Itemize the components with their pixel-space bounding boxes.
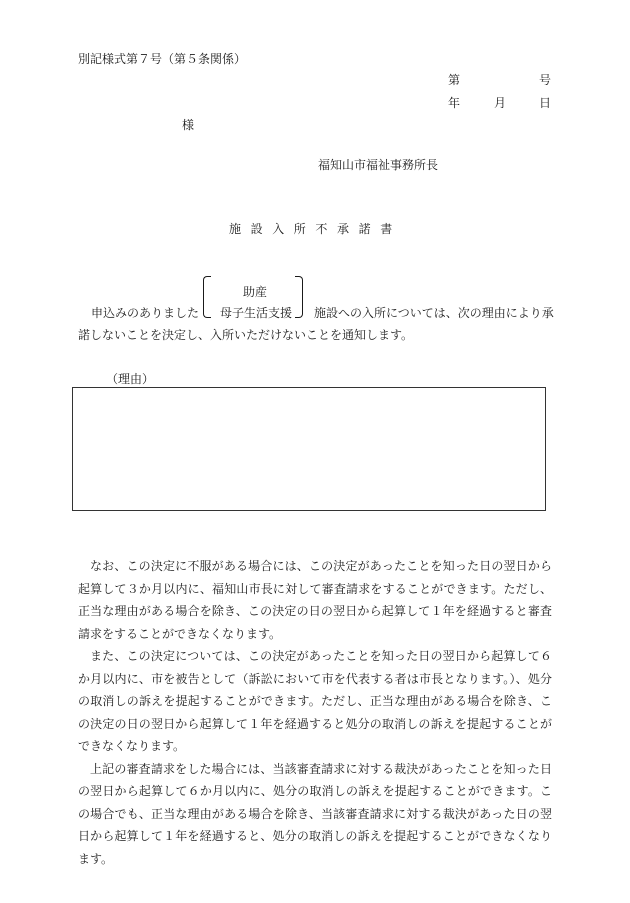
notice-paragraph: なお、この決定に不服がある場合には、この決定があったことを知った日の翌日から起算して３か月以内に、福知山市長に対して審査請求をすることができます。ただし、正当な理由がある場合を除き、この決定の日の翌日から起算して１年を経過すると審査請求をすることができなくなります。 — [78, 559, 552, 641]
addressee-suffix: 様 — [182, 118, 195, 132]
facility-option-mother-child: 母子生活支援 — [220, 306, 293, 320]
date-day-label: 日 — [539, 96, 552, 110]
intro-text-before: 申込みのありました — [91, 306, 200, 320]
facility-option-midwifery: 助産 — [243, 285, 268, 299]
appeal-notice — [78, 555, 552, 870]
right-brace — [295, 276, 303, 318]
doc-number-suffix: 号 — [539, 73, 552, 87]
date-year-label: 年 — [448, 96, 461, 110]
issuer: 福知山市福祉事務所長 — [318, 158, 439, 172]
notice-paragraph: 上記の審査請求をした場合には、当該審査請求に対する裁決があったことを知った日の翌日から起算して６か月以内に、処分の取消しの訴えを提起することができます。この場合でも、正当な理由がある場合を除き、当該審査請求に対する裁決があった日の翌日から起算して１年を経過すると、処分の取消しの訴えを提起することができなくなります。 — [78, 761, 552, 866]
doc-number-prefix: 第 — [448, 73, 461, 87]
intro-text-after: 施設への入所については、次の理由により承 — [314, 306, 554, 320]
intro-text-line2: 諾しないことを決定し、入所いただけないことを通知します。 — [78, 328, 414, 342]
form-number: 別記様式第７号（第５条関係） — [78, 52, 247, 66]
document-title: 施設入所不承諾書 — [229, 222, 402, 236]
notice-paragraph: また、この決定については、この決定があったことを知った日の翌日から起算して６か月以内に、市を被告として（訴訟において市を代表する者は市長となります。）、処分の取消しの訴えを提起することができます。ただし、正当な理由がある場合を除き、この決定の日の翌日から起算して１年を経過すると処分の取消しの訴えを提起することができなくなります。 — [78, 649, 552, 753]
date-month-label: 月 — [494, 96, 507, 110]
left-brace — [203, 276, 211, 318]
reason-label: （理由） — [106, 372, 155, 386]
reason-box — [72, 387, 546, 511]
